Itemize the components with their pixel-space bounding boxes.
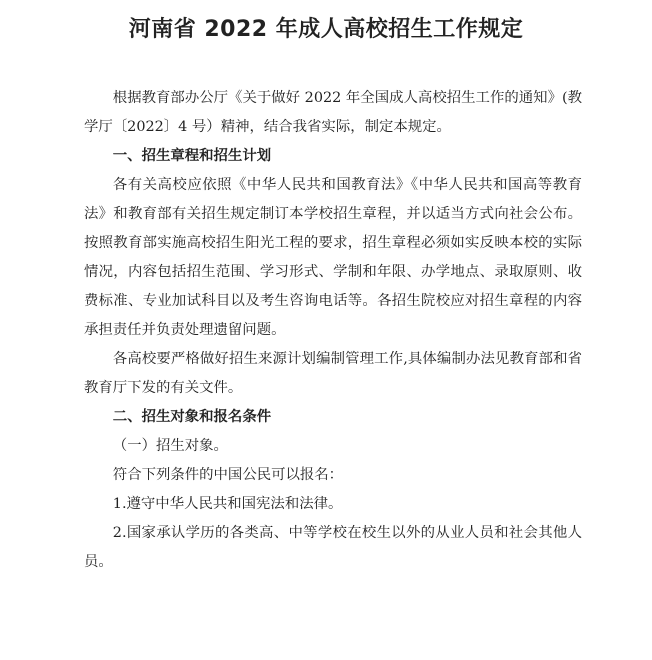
section1-paragraph-2: 各高校要严格做好招生来源计划编制管理工作,具体编制办法见教育部和省教育厅下发的有关文件。: [84, 351, 582, 396]
list-item-1: 1.遵守中华人民共和国宪法和法律。: [112, 496, 343, 512]
list-item-2: 2.国家承认学历的各类高、中等学校在校生以外的从业人员和社会其他人员。: [84, 525, 582, 570]
intro-paragraph: 根据教育部办公厅《关于做好 2022 年全国成人高校招生工作的通知》(教学厅〔2022〕4 号）精神，结合我省实际，制定本规定。: [84, 90, 582, 135]
subsection-heading-1: （一）招生对象。: [112, 438, 228, 454]
section-heading-1: 一、招生章程和招生计划: [112, 148, 272, 164]
section1-paragraph-1: 各有关高校应依照《中华人民共和国教育法》《中华人民共和国高等教育法》和教育部有关招生规定制订本学校招生章程，并以适当方式向社会公布。按照教育部实施高校招生阳光工程的要求，招生章程必须如实反映本校的实际情况，内容包括招生范围、学习形式、学制和年限、办学地点、录取原则、收费标准、专业加试科目以及考生咨询电话等。各招生院校应对招生章程的内容承担责任并负责处理遗留问题。: [84, 177, 582, 338]
section2-paragraph-1: 符合下列条件的中国公民可以报名：: [112, 467, 344, 483]
document-title: 河南省 2022 年成人高校招生工作规定: [128, 17, 524, 42]
section-heading-2: 二、招生对象和报名条件: [112, 409, 272, 425]
